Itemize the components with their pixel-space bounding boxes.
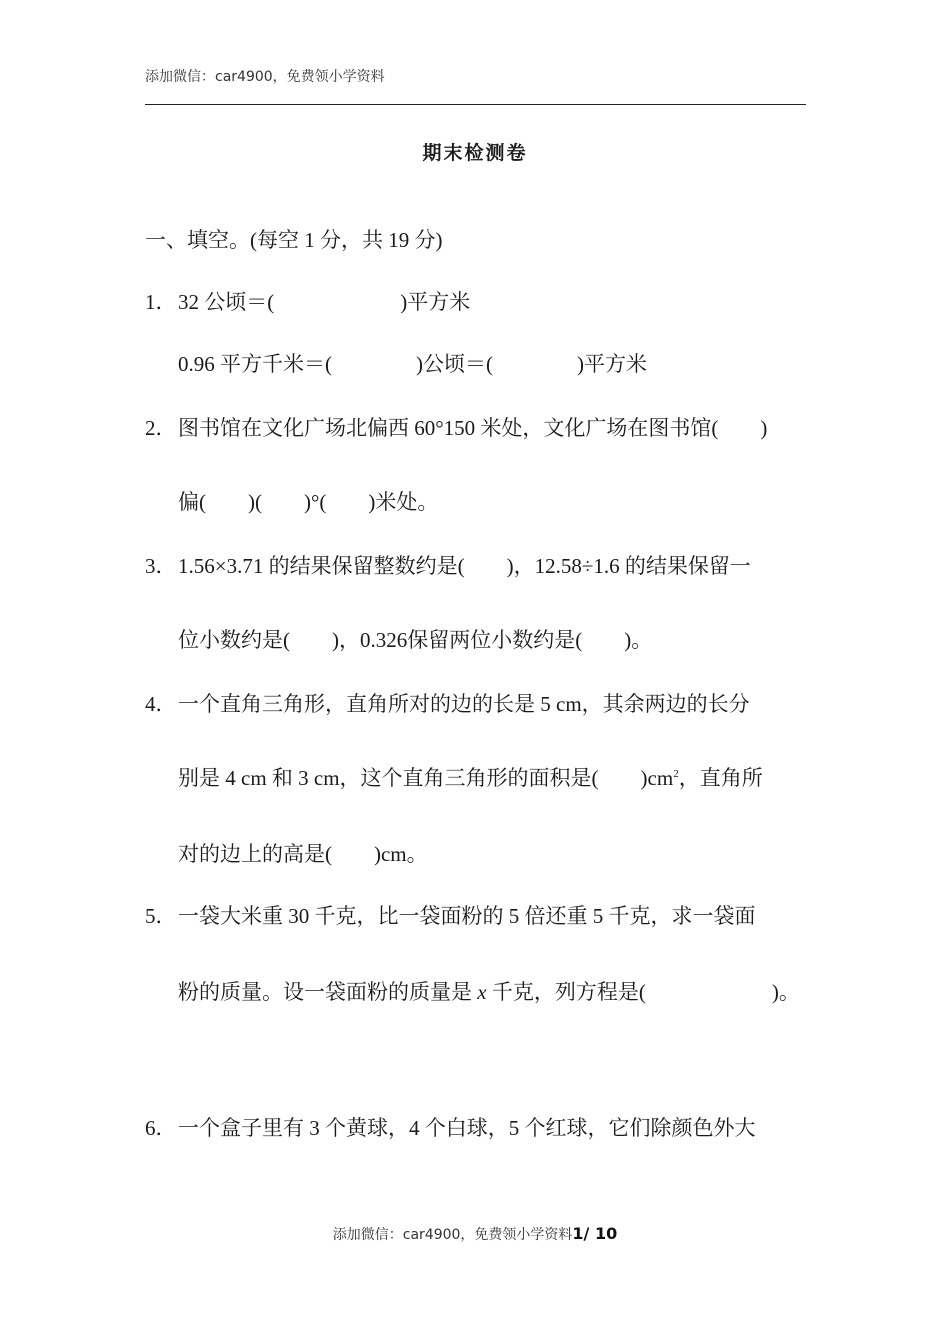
section-heading: 一、填空。(每空 1 分，共 19 分) — [145, 228, 443, 252]
question-text: 千克，列方程是( )。 — [486, 980, 800, 1004]
question-text: 图书馆在文化广场北偏西 60°150 米处，文化广场在图书馆( ) — [178, 416, 768, 440]
question-number: 1． — [145, 290, 177, 314]
question-5-line-2 — [178, 978, 800, 1006]
question-number: 2． — [145, 416, 177, 440]
footer-note: 添加微信：car4900，免费领小学资料 — [332, 1227, 573, 1243]
question-text: ，直角所 — [678, 766, 763, 790]
question-text: 粉的质量。设一袋面粉的质量是 — [178, 980, 478, 1004]
question-text: 32 公顷＝( )平方米 — [178, 290, 471, 314]
page-number: 1/ 10 — [572, 1224, 618, 1243]
question-text: 别是 4 cm 和 3 cm，这个直角三角形的面积是( )cm — [178, 766, 674, 790]
question-5 — [145, 902, 756, 930]
question-4 — [145, 690, 750, 718]
question-1-line-2: 0.96 平方千米＝( )公顷＝( )平方米 — [178, 352, 647, 376]
superscript: 2 — [673, 768, 679, 780]
question-3-line-2: 位小数约是( )，0.326保留两位小数约是( )。 — [178, 628, 653, 652]
question-1 — [145, 288, 470, 316]
question-3 — [145, 552, 751, 580]
page-title: 期末检测卷 — [422, 142, 528, 164]
question-2 — [145, 414, 767, 442]
question-2-line-2: 偏( )( )°( )米处。 — [178, 490, 439, 514]
footer — [0, 1224, 950, 1244]
question-number: 5． — [145, 904, 177, 928]
question-4-line-2 — [178, 764, 763, 792]
question-number: 4． — [145, 692, 177, 716]
question-number: 3． — [145, 554, 177, 578]
question-text: 一个直角三角形，直角所对的边的长是 5 cm，其余两边的长分 — [178, 692, 750, 716]
question-text: 一个盒子里有 3 个黄球，4 个白球，5 个红球，它们除颜色外大 — [178, 1116, 756, 1140]
question-4-line-3: 对的边上的高是( )cm。 — [178, 842, 428, 866]
question-number: 6． — [145, 1116, 177, 1140]
header-note: 添加微信：car4900，免费领小学资料 — [145, 69, 385, 85]
header-rule — [145, 104, 806, 105]
question-text: 一袋大米重 30 千克，比一袋面粉的 5 倍还重 5 千克，求一袋面 — [178, 904, 756, 928]
variable-x: x — [477, 980, 487, 1004]
question-6 — [145, 1114, 756, 1142]
question-text: 1.56×3.71 的结果保留整数约是( )，12.58÷1.6 的结果保留一 — [178, 554, 751, 578]
